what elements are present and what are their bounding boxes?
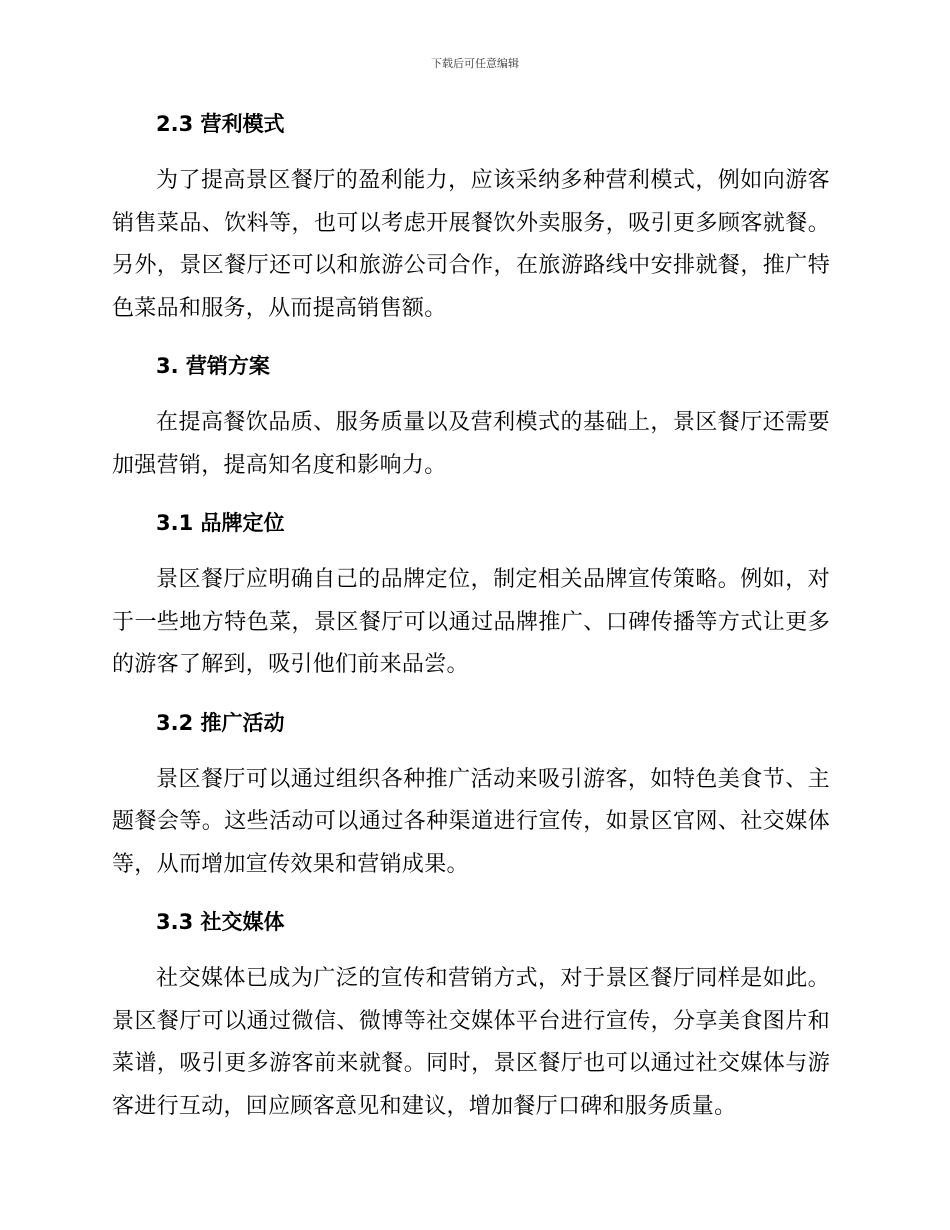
section-paragraph: 在提高餐饮品质、服务质量以及营利模式的基础上，景区餐厅还需要加强营销，提高知名度和影响力。 (112, 410, 830, 478)
section-heading: 3.3 社交媒体 (156, 910, 285, 934)
section-3-1-brand-positioning (112, 507, 830, 687)
section-paragraph: 景区餐厅可以通过组织各种推广活动来吸引游客，如特色美食节、主题餐会等。这些活动可以通过各种渠道进行宣传，如景区官网、社交媒体等，从而增加宣传效果和营销成果。 (112, 766, 830, 877)
section-paragraph: 社交媒体已成为广泛的宣传和营销方式，对于景区餐厅同样是如此。景区餐厅可以通过微信、微博等社交媒体平台进行宣传，分享美食图片和菜谱，吸引更多游客前来就餐。同时，景区餐厅也可以通过社交媒体与游客进行互动，回应顾客意见和建议，增加餐厅口碑和服务质量。 (112, 966, 830, 1119)
section-heading: 2.3 营利模式 (156, 112, 285, 136)
document-body (112, 108, 830, 1148)
section-heading: 3.1 品牌定位 (156, 511, 285, 535)
section-3-marketing-plan (112, 350, 830, 487)
section-paragraph: 为了提高景区餐厅的盈利能力，应该采纳多种营利模式，例如向游客销售菜品、饮料等，也可以考虑开展餐饮外卖服务，吸引更多顾客就餐。另外，景区餐厅还可以和旅游公司合作，在旅游路线中安排就餐，推广特色菜品和服务，从而提高销售额。 (112, 168, 830, 321)
section-heading: 3.2 推广活动 (156, 710, 285, 735)
section-2-3-profit-model (112, 108, 830, 330)
section-3-3-social-media (112, 906, 830, 1128)
section-heading: 3. 营销方案 (156, 354, 270, 378)
page-header: 下载后可任意编辑 (431, 57, 519, 70)
section-paragraph: 景区餐厅应明确自己的品牌定位，制定相关品牌宣传策略。例如，对于一些地方特色菜，景区餐厅可以通过品牌推广、口碑传播等方式让更多的游客了解到，吸引他们前来品尝。 (112, 567, 830, 677)
section-3-2-promotion-activities (112, 707, 830, 887)
